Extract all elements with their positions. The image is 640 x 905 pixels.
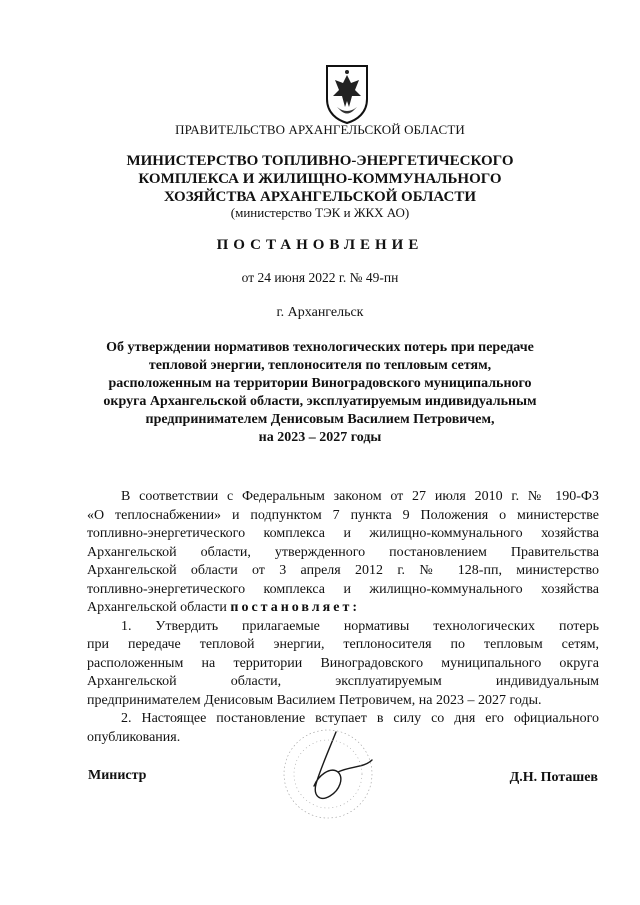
- preamble-line: «О теплоснабжении» и подпунктом 7 пункта 9 Положения о министерстве: [87, 507, 599, 523]
- preamble-line: Архангельской области, утвержденного постановлением Правительства: [87, 544, 599, 560]
- document-date-number: от 24 июня 2022 г. № 49-пн: [241, 270, 399, 285]
- title-line: расположенным на территории Виноградовского муниципального: [108, 376, 532, 391]
- preamble-line: топливно-энергетического комплекса и жилищно-коммунального хозяйства: [87, 526, 599, 541]
- ministry-line: КОМПЛЕКСА И ЖИЛИЩНО-КОММУНАЛЬНОГО: [138, 171, 502, 187]
- document-city: г. Архангельск: [276, 305, 364, 320]
- document-title: [60, 339, 580, 447]
- item1-line: при передаче тепловой энергии, теплоносителя по тепловым сетям,: [87, 637, 599, 652]
- decree-word: постановляет:: [230, 600, 360, 615]
- item1-line: 1. Утвердить прилагаемые нормативы технологических потерь: [121, 618, 599, 634]
- signer-name: Д.Н. Поташев: [509, 770, 598, 785]
- ministry-line: ХОЗЯЙСТВА АРХАНГЕЛЬСКОЙ ОБЛАСТИ: [163, 189, 477, 205]
- item2-line: опубликования.: [87, 729, 181, 745]
- title-line: на 2023 – 2027 годы: [258, 430, 382, 445]
- signer-position: Министр: [88, 768, 147, 783]
- preamble-line: Архангельской области от 3 апреля 2012 г. № 128-пп, министерство: [87, 563, 599, 578]
- preamble-end-line: [87, 599, 599, 618]
- item1-line: расположенным на территории Виноградовского муниципального округа: [87, 655, 599, 671]
- item1-line: Архангельской области, эксплуатируемым индивидуальным: [87, 674, 599, 689]
- document-type: ПОСТАНОВЛЕНИЕ: [216, 237, 424, 253]
- item2-line: 2. Настоящее постановление вступает в силу со дня его официального: [121, 711, 599, 726]
- title-line: предпринимателем Денисовым Василием Петровичем,: [145, 412, 495, 427]
- preamble-line: топливно-энергетического комплекса и жилищно-коммунального хозяйства: [87, 581, 599, 597]
- document-body: [87, 488, 599, 747]
- ministry-name: [60, 152, 580, 206]
- preamble-end: Архангельской области: [87, 600, 227, 615]
- ministry-line: МИНИСТЕРСТВО ТОПЛИВНО-ЭНЕРГЕТИЧЕСКОГО: [126, 153, 514, 169]
- ministry-short-name: (министерство ТЭК и ЖКХ АО): [230, 205, 410, 220]
- handwritten-signature-icon: [268, 722, 388, 820]
- title-line: округа Архангельской области, эксплуатируемым индивидуальным: [103, 394, 537, 409]
- item1-line: предпринимателем Денисовым Василием Петровичем, на 2023 – 2027 годы.: [87, 692, 542, 708]
- coat-of-arms-icon: [323, 63, 371, 125]
- title-line: тепловой энергии, теплоносителя по тепловым сетям,: [148, 358, 492, 373]
- government-name: ПРАВИТЕЛЬСТВО АРХАНГЕЛЬСКОЙ ОБЛАСТИ: [175, 122, 465, 137]
- title-line: Об утверждении нормативов технологических потерь при передаче: [106, 340, 534, 355]
- preamble-line: В соответствии с Федеральным законом от 27 июля 2010 г. № 190-ФЗ: [121, 489, 599, 504]
